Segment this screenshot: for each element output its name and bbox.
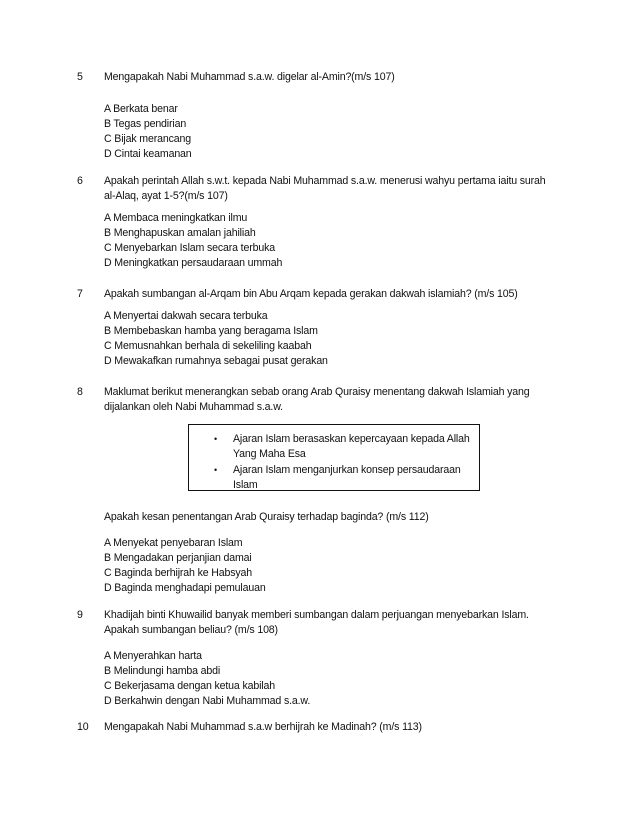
answer-option: C Bekerjasama dengan ketua kabilah <box>104 680 275 692</box>
question-text: Apakah kesan penentangan Arab Quraisy terhadap baginda? (m/s 112) <box>104 511 429 523</box>
answer-option: A Menyekat penyebaran Islam <box>104 537 243 549</box>
answer-option: D Baginda menghadapi pemulauan <box>104 582 266 594</box>
answer-option: A Menyerahkan harta <box>104 650 202 662</box>
answer-option: C Menyebarkan Islam secara terbuka <box>104 242 275 254</box>
info-box-item: Ajaran Islam menganjurkan konsep persaudaraan <box>233 464 461 476</box>
bullet-icon: • <box>214 434 218 444</box>
answer-option: D Meningkatkan persaudaraan ummah <box>104 257 283 269</box>
question-number: 8 <box>77 386 83 398</box>
question-number: 9 <box>77 609 83 621</box>
answer-option: B Tegas pendirian <box>104 118 187 130</box>
answer-option: A Menyertai dakwah secara terbuka <box>104 310 268 322</box>
answer-option: C Memusnahkan berhala di sekeliling kaabah <box>104 340 312 352</box>
question-text: Khadijah binti Khuwailid banyak memberi sumbangan dalam perjuangan menyebarkan Islam. <box>104 609 529 621</box>
question-text: dijalankan oleh Nabi Muhammad s.a.w. <box>104 401 283 413</box>
info-box-item: Islam <box>233 479 258 491</box>
answer-option: D Cintai keamanan <box>104 148 192 160</box>
question-text: Maklumat berikut menerangkan sebab orang Arab Quraisy menentang dakwah Islamiah yang <box>104 386 530 398</box>
question-text: Apakah perintah Allah s.w.t. kepada Nabi Muhammad s.a.w. menerusi wahyu pertama iaitu surah <box>104 175 546 187</box>
answer-option: B Menghapuskan amalan jahiliah <box>104 227 256 239</box>
answer-option: D Mewakafkan rumahnya sebagai pusat gerakan <box>104 355 328 367</box>
answer-option: D Berkahwin dengan Nabi Muhammad s.a.w. <box>104 695 311 707</box>
question-number: 10 <box>77 721 89 733</box>
answer-option: B Melindungi hamba abdi <box>104 665 221 677</box>
answer-option: A Berkata benar <box>104 103 178 115</box>
question-text: Mengapakah Nabi Muhammad s.a.w berhijrah ke Madinah? (m/s 113) <box>104 721 422 733</box>
answer-option: A Membaca meningkatkan ilmu <box>104 212 248 224</box>
answer-option: C Bijak merancang <box>104 133 191 145</box>
answer-option: B Mengadakan perjanjian damai <box>104 552 252 564</box>
info-box-item: Ajaran Islam berasaskan kepercayaan kepada Allah <box>233 433 470 445</box>
info-box-item: Yang Maha Esa <box>233 448 306 460</box>
answer-option: B Membebaskan hamba yang beragama Islam <box>104 325 318 337</box>
question-number: 7 <box>77 288 83 300</box>
question-number: 6 <box>77 175 83 187</box>
question-text: Apakah sumbangan beliau? (m/s 108) <box>104 624 278 636</box>
answer-option: C Baginda berhijrah ke Habsyah <box>104 567 253 579</box>
question-text: Apakah sumbangan al-Arqam bin Abu Arqam kepada gerakan dakwah islamiah? (m/s 105) <box>104 288 518 300</box>
bullet-icon: • <box>214 465 218 475</box>
question-text: al-Alaq, ayat 1-5?(m/s 107) <box>104 190 228 202</box>
question-number: 5 <box>77 71 83 83</box>
info-box <box>188 424 480 491</box>
question-text: Mengapakah Nabi Muhammad s.a.w. digelar al-Amin?(m/s 107) <box>104 71 395 83</box>
